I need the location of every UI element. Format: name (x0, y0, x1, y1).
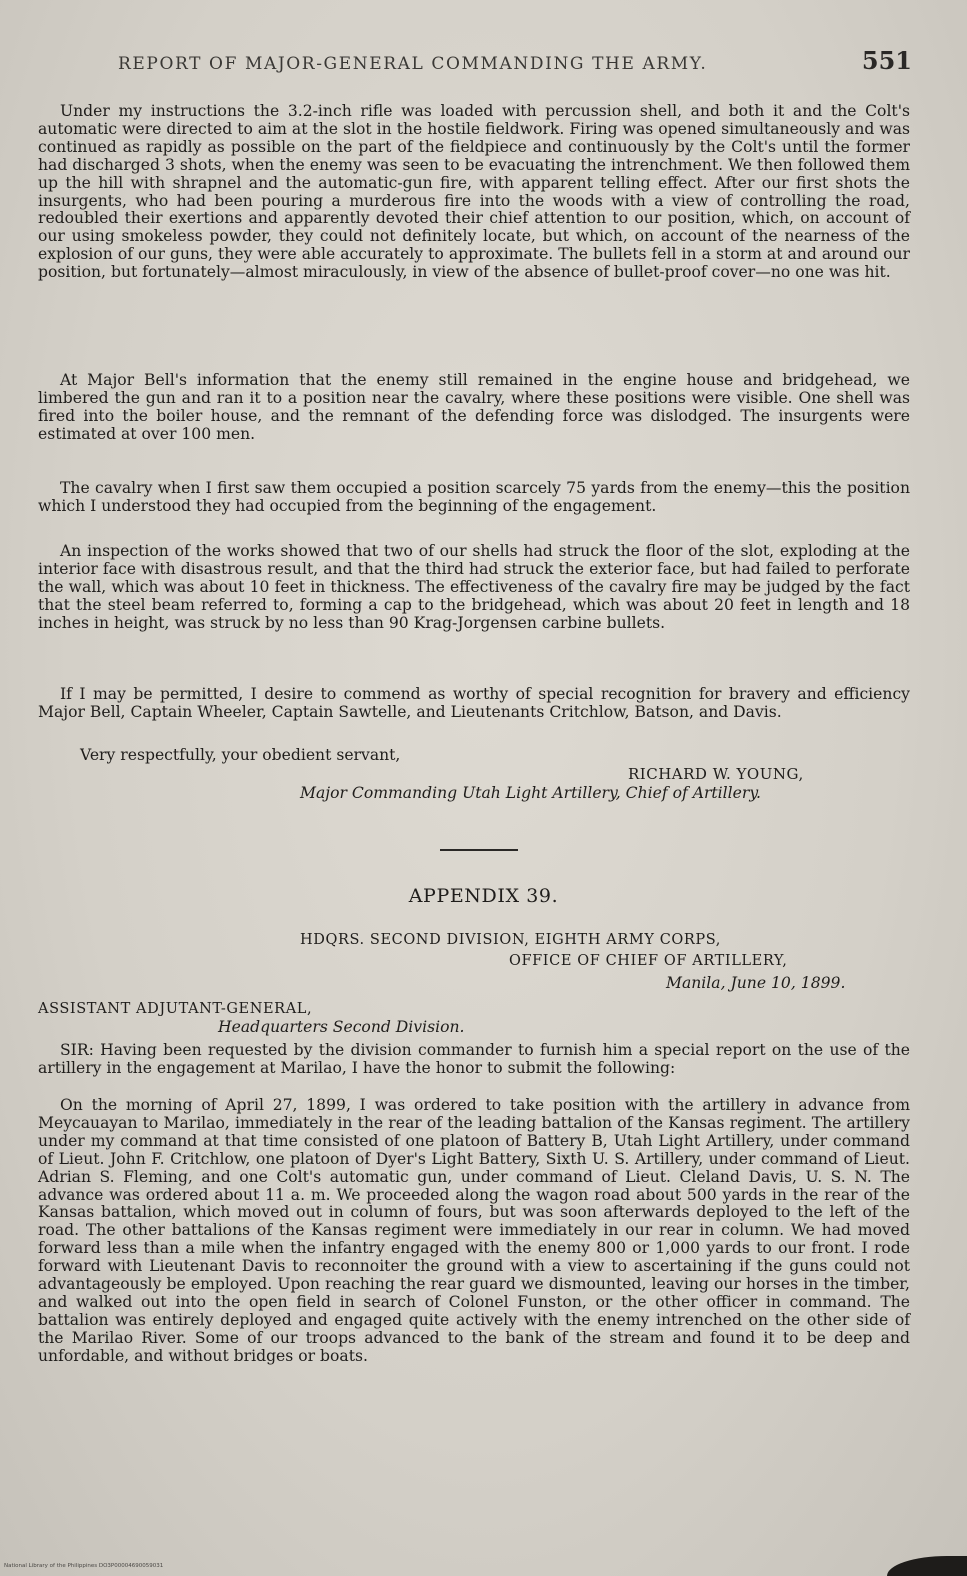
paragraph-3: The cavalry when I first saw them occupied a position scarcely 75 yards from the enemy—this the position which I understood they had occupied from the beginning of the engagement. (38, 479, 910, 515)
letter-date: Manila, June 10, 1899. (666, 974, 846, 992)
paragraph-1: Under my instructions the 3.2-inch rifle was loaded with percussion shell, and both it and the Colt's automatic were directed to aim at the slot in the hostile fieldwork. Firing was opened simultaneously and was continued as rapidly as possible on the part of the fieldpiece and continuously by the Colt's until the former had discharged 3 shots, when the enemy was seen to be evacuating the intrenchment. We then followed them up the hill with shrapnel and the automatic-gun fire, with apparent telling effect. After our first shots the insurgents, who had been pouring a murderous fire into the woods with a view of controlling the road, redoubled their exertions and apparently devoted their chief attention to our position, which, on account of our using smokeless powder, they could not definitely locate, but which, on account of the nearness of the explosion of our guns, they were able accurately to approximate. The bullets fell in a storm at and around our position, but fortunately—almost miraculously, in view of the absence of bullet-proof cover—no one was hit. (38, 102, 910, 282)
running-header (100, 44, 912, 78)
addressee-line-2: Headquarters Second Division. (218, 1018, 465, 1036)
section-divider (440, 849, 518, 851)
headquarters-line-1: HDQRS. SECOND DIVISION, EIGHTH ARMY CORPS, (300, 932, 721, 948)
paragraph-2: At Major Bell's information that the enemy still remained in the engine house and bridgehead, we limbered the gun and ran it to a position near the cavalry, where these positions were visible. One shell was fired into the boiler house, and the remnant of the defending force was dislodged. The insurgents were estimated at over 100 men. (38, 371, 910, 443)
addressee-line-1: ASSISTANT ADJUTANT-GENERAL, (38, 1001, 313, 1017)
scan-corner-shadow (887, 1556, 967, 1576)
header-title: REPORT OF MAJOR-GENERAL COMMANDING THE ARMY. (118, 54, 708, 74)
scan-source-footer: National Library of the Philippines DO3P00004690059031 (4, 1563, 164, 1569)
signature-title: Major Commanding Utah Light Artillery, Chief of Artillery. (300, 784, 762, 802)
headquarters-line-2: OFFICE OF CHIEF OF ARTILLERY, (509, 953, 788, 969)
paragraph-6: SIR: Having been requested by the division commander to furnish him a special report on the use of the artillery in the engagement at Marilao, I have the honor to submit the following: (38, 1041, 910, 1077)
page-number: 551 (861, 46, 912, 75)
signature-name: RICHARD W. YOUNG, (628, 765, 804, 783)
paragraph-4: An inspection of the works showed that two of our shells had struck the floor of the slot, exploding at the interior face with disastrous result, and that the third had struck the exterior face, but had failed to perforate the wall, which was about 10 feet in thickness. The effectiveness of the cavalry fire may be judged by the fact that the steel beam referred to, forming a cap to the bridgehead, which was about 20 feet in length and 18 inches in height, was struck by no less than 90 Krag-Jorgensen carbine bullets. (38, 542, 910, 632)
paragraph-7: On the morning of April 27, 1899, I was ordered to take position with the artillery in advance from Meycauayan to Marilao, immediately in the rear of the leading battalion of the Kansas regiment. The artillery under my command at that time consisted of one platoon of Battery B, Utah Light Artillery, under command of Lieut. John F. Critchlow, one platoon of Dyer's Light Battery, Sixth U. S. Artillery, under command of Lieut. Adrian S. Fleming, and one Colt's automatic gun, under command of Lieut. Cleland Davis, U. S. N. The advance was ordered about 11 a. m. We proceeded along the wagon road about 500 yards in the rear of the Kansas battalion, which moved out in column of fours, but was soon afterwards deployed to the left of the road. The other battalions of the Kansas regiment were immediately in our rear in column. We had moved forward less than a mile when the infantry engaged with the enemy 800 or 1,000 yards to our front. I rode forward with Lieutenant Davis to reconnoiter the ground with a view to ascertaining if the guns could not advantageously be employed. Upon reaching the rear guard we dismounted, leaving our horses in the timber, and walked out into the open field in search of Colonel Funston, or the other officer in command. The battalion was entirely deployed and engaged quite actively with the enemy intrenched on the other side of the Marilao River. Some of our troops advanced to the bank of the stream and found it to be deep and unfordable, and without bridges or boats. (38, 1096, 910, 1365)
appendix-heading: APPENDIX 39. (408, 885, 559, 907)
paragraph-5: If I may be permitted, I desire to commend as worthy of special recognition for bravery and efficiency Major Bell, Captain Wheeler, Captain Sawtelle, and Lieutenants Critchlow, Batson, and Davis. (38, 685, 910, 721)
closing-salutation: Very respectfully, your obedient servant, (80, 746, 401, 764)
